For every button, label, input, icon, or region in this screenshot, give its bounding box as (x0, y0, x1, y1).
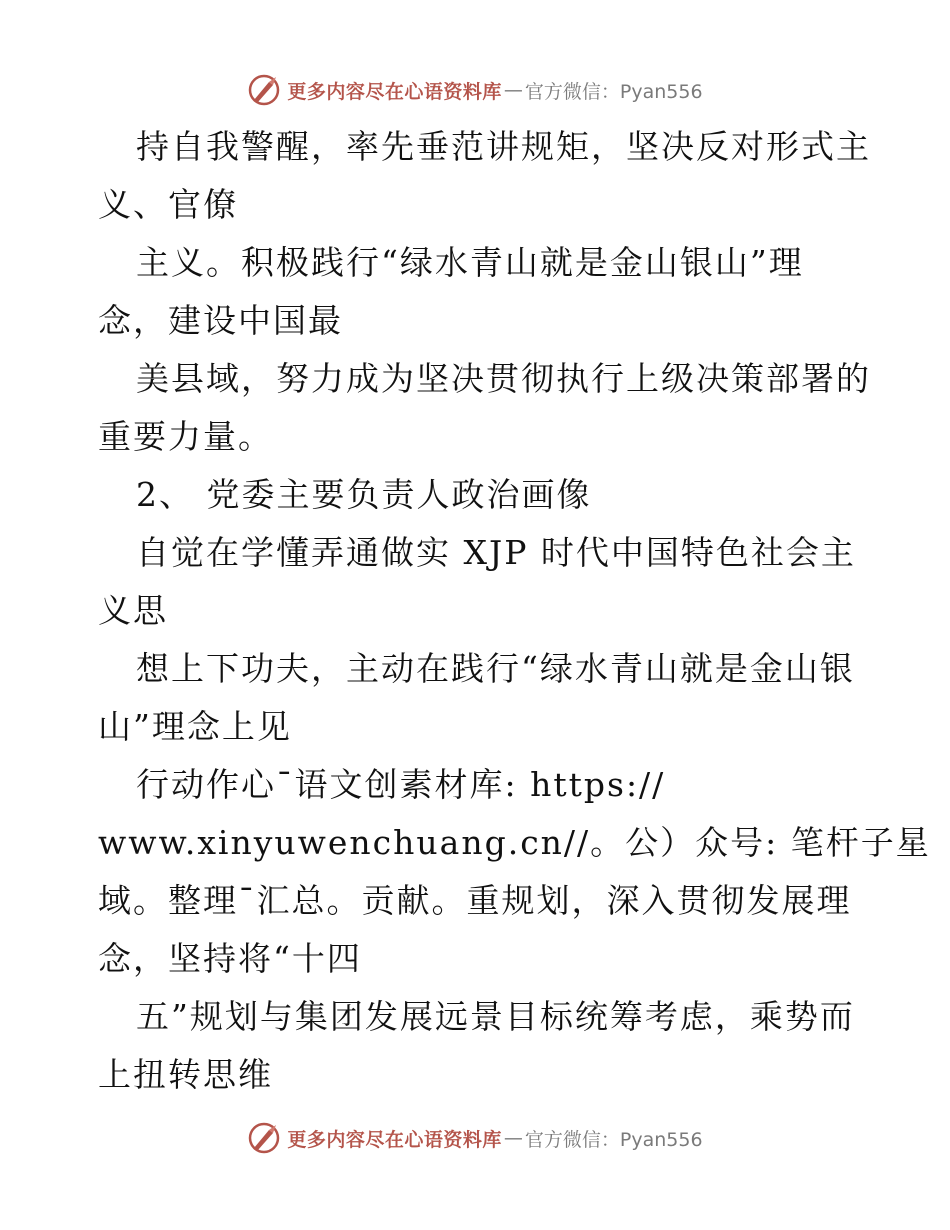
banner-wechat-text: 官方微信：Pyan556 (524, 80, 703, 103)
text-line: 念，建设中国最 (98, 301, 343, 340)
section-heading: 2、 党委主要负责人政治画像 (136, 475, 592, 514)
text-line: 义思 (98, 591, 168, 630)
text-line: 念，坚持将“十四 (98, 939, 362, 978)
document-body (98, 118, 931, 1104)
text-line: 想上下功夫，主动在践行“绿水青山就是金山银 (136, 649, 855, 688)
banner-dash: — (503, 79, 523, 101)
text-line: 山”理念上见 (98, 707, 292, 746)
text-line: 行动作心¯语文创素材库: https:// (136, 765, 666, 804)
text-line: 自觉在学懂弄通做实 XJP 时代中国特色社会主 (136, 533, 856, 572)
text-line: 域。整理¯汇总。贡献。重规划，深入贯彻发展理 (98, 881, 852, 920)
quill-logo-icon (247, 73, 281, 107)
banner-wechat-text: 官方微信：Pyan556 (524, 1128, 703, 1151)
banner-dash: — (503, 1127, 523, 1149)
banner-site-text: 更多内容尽在心语资料库 (287, 1128, 502, 1151)
text-line: 重要力量。 (98, 417, 273, 456)
text-line: 义、官僚 (98, 185, 238, 224)
text-line: 五”规划与集团发展远景目标统筹考虑，乘势而 (136, 997, 855, 1036)
text-line: 上扭转思维 (98, 1055, 273, 1094)
text-line: 美县域，努力成为坚决贯彻执行上级决策部署的 (136, 359, 871, 398)
text-line: www.xinyuwenchuang.cn//。公）众号: 笔杆子星 (98, 823, 931, 862)
header-banner (0, 70, 950, 110)
text-line: 持自我警醒，率先垂范讲规矩，坚决反对形式主 (136, 127, 871, 166)
banner-site-text: 更多内容尽在心语资料库 (287, 80, 502, 103)
text-line: 主义。积极践行“绿水青山就是金山银山”理 (136, 243, 804, 282)
quill-logo-icon (247, 1121, 281, 1155)
footer-banner (0, 1118, 950, 1158)
